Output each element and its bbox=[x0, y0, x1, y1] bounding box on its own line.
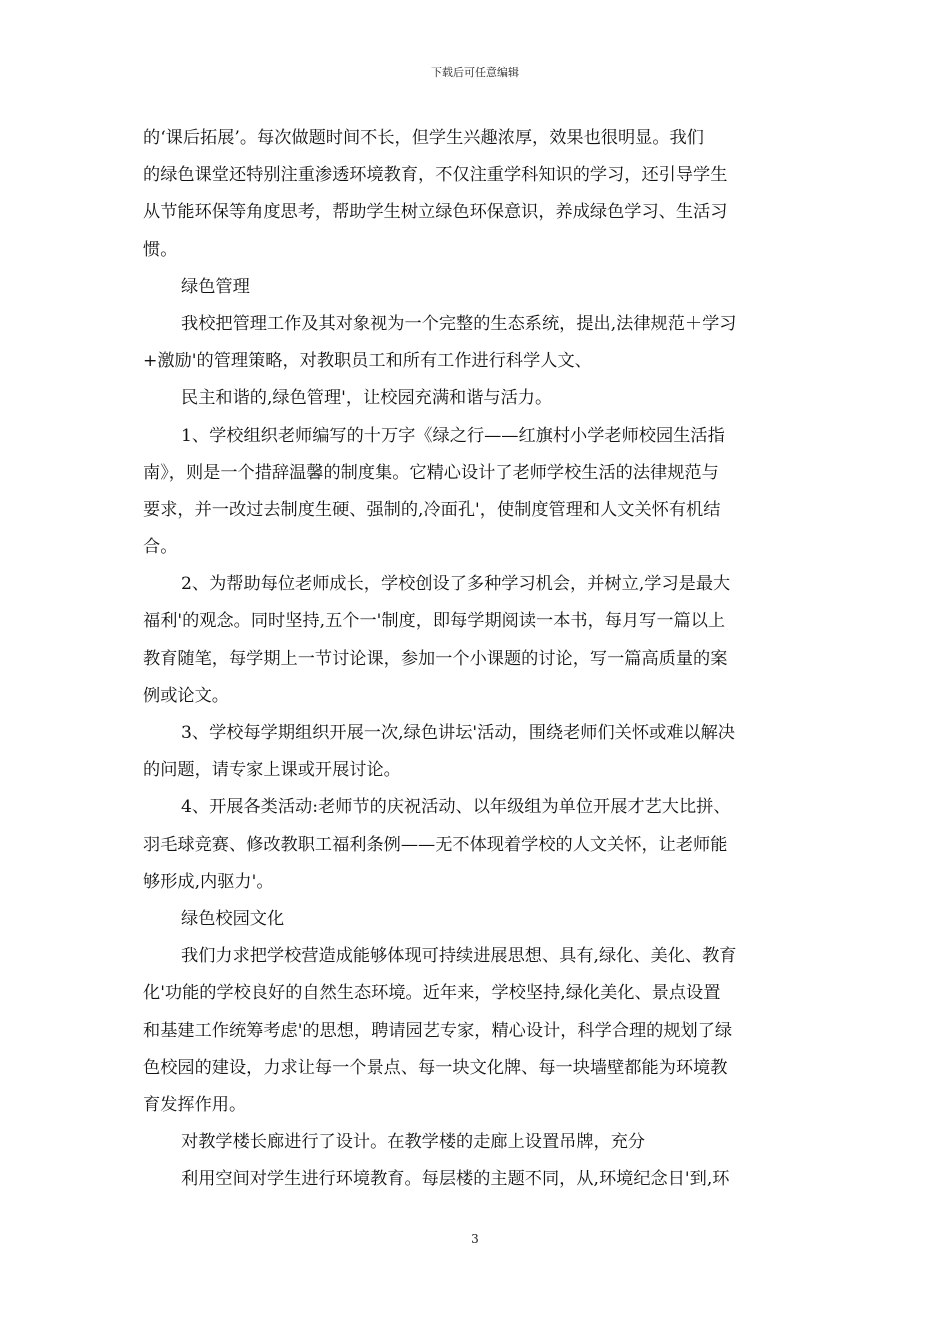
text-line: 教育随笔，每学期上一节讨论课，参加一个小课题的讨论，写一篇高质量的案 bbox=[143, 648, 728, 669]
text-line: 我校把管理工作及其对象视为一个完整的生态系统，提出,法律规范＋学习 bbox=[181, 313, 737, 334]
page-header: 下载后可任意编辑 bbox=[431, 66, 519, 79]
text-line: 2、为帮助每位老师成长，学校创设了多种学习机会，并树立,学习是最大 bbox=[181, 574, 731, 595]
text-line: 例或论文。 bbox=[143, 685, 229, 706]
page-number: 3 bbox=[471, 1232, 479, 1246]
text-line: 从节能环保等角度思考，帮助学生树立绿色环保意识，养成绿色学习、生活习 bbox=[143, 202, 728, 223]
section-heading-green-management: 绿色管理 bbox=[181, 276, 250, 297]
document-body bbox=[143, 120, 807, 1198]
text-line: 利用空间对学生进行环境教育。每层楼的主题不同，从,环境纪念日'到,环 bbox=[181, 1169, 730, 1190]
text-line: 4、开展各类活动:老师节的庆祝活动、以年级组为单位开展才艺大比拼、 bbox=[181, 797, 731, 818]
text-line: 的‘课后拓展’。每次做题时间不长，但学生兴趣浓厚，效果也很明显。我们 bbox=[143, 128, 704, 148]
text-line: 要求，并一改过去制度生硬、强制的,冷面孔'，使制度管理和人文关怀有机结 bbox=[143, 499, 721, 520]
text-line: 的问题，请专家上课或开展讨论。 bbox=[143, 760, 401, 781]
text-line: 羽毛球竞赛、修改教职工福利条例——无不体现着学校的人文关怀，让老师能 bbox=[143, 834, 728, 855]
text-line: 育发挥作用。 bbox=[143, 1094, 247, 1115]
text-line: 福利'的观念。同时坚持,五个一'制度，即每学期阅读一本书，每月写一篇以上 bbox=[143, 611, 726, 632]
text-line: 够形成,内驱力'。 bbox=[143, 871, 274, 892]
text-line: 惯。 bbox=[143, 239, 178, 260]
text-line: 化'功能的学校良好的自然生态环境。近年来，学校坚持,绿化美化、景点设置 bbox=[143, 983, 721, 1004]
text-line: 和基建工作统筹考虑'的思想，聘请园艺专家，精心设计，科学合理的规划了绿 bbox=[143, 1020, 733, 1041]
text-line: 3、学校每学期组织开展一次,绿色讲坛'活动，围绕老师们关怀或难以解决 bbox=[181, 723, 735, 743]
text-line: 我们力求把学校营造成能够体现可持续进展思想、具有,绿化、美化、教育 bbox=[181, 946, 737, 967]
text-line: 合。 bbox=[143, 537, 178, 558]
text-line: 的绿色课堂还特别注重渗透环境教育，不仅注重学科知识的学习，还引导学生 bbox=[143, 165, 728, 186]
section-heading-green-campus-culture: 绿色校园文化 bbox=[181, 908, 285, 929]
text-line: 1、学校组织老师编写的十万字《绿之行——红旗村小学老师校园生活指 bbox=[181, 425, 725, 446]
text-line: 色校园的建设，力求让每一个景点、每一块文化牌、每一块墙壁都能为环境教 bbox=[143, 1057, 728, 1078]
text-line: +激励'的管理策略，对教职员工和所有工作进行科学人文、 bbox=[143, 351, 592, 372]
text-line: 对教学楼长廊进行了设计。在教学楼的走廊上设置吊牌，充分 bbox=[181, 1132, 646, 1153]
text-line: 南》，则是一个措辞温馨的制度集。它精心设计了老师学校生活的法律规范与 bbox=[143, 462, 719, 483]
text-line: 民主和谐的,绿色管理'，让校园充满和谐与活力。 bbox=[181, 388, 553, 409]
